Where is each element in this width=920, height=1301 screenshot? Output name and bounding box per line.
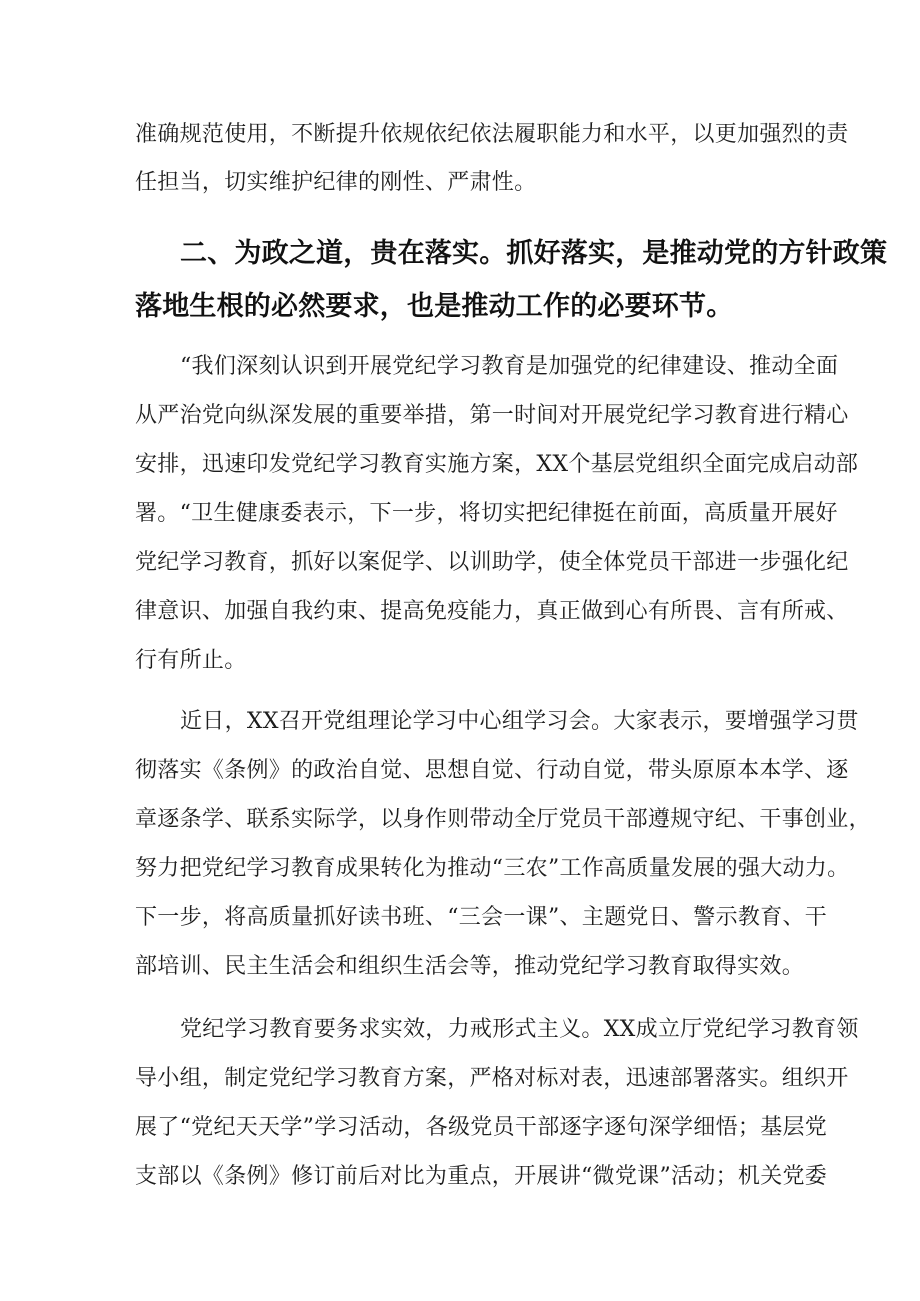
paragraph-line: 任担当，切实维护纪律的刚性、严肃性。: [135, 170, 537, 195]
paragraph-line: 支部以《条例》修订前后对比为重点，开展讲“微党课”活动；机关党委: [135, 1164, 828, 1189]
paragraph-line: “我们深刻认识到开展党纪学习教育是加强党的纪律建设、推动全面: [180, 354, 839, 379]
section-heading: 二、为政之道，贵在落实。抓好落实，是推动党的方针政策: [180, 238, 888, 269]
paragraph-line: 部培训、民主生活会和组织生活会等，推动党纪学习教育取得实效。: [135, 954, 805, 979]
paragraph-line: 努力把党纪学习教育成果转化为推动“三农”工作高质量发展的强大动力。: [135, 856, 850, 881]
paragraph-line: 近日，XX召开党组理论学习中心组学习会。大家表示，要增强学习贯: [180, 709, 859, 734]
paragraph-line: 展了“党纪天天学”学习活动，各级党员干部逐字逐句深学细悟；基层党: [135, 1115, 828, 1140]
paragraph-line: 下一步，将高质量抓好读书班、“三会一课”、主题党日、警示教育、干: [135, 905, 828, 930]
paragraph-line: 彻落实《条例》的政治自觉、思想自觉、行动自觉，带头原原本本学、逐: [135, 758, 849, 783]
section-heading: 落地生根的必然要求，也是推动工作的必要环节。: [135, 291, 734, 322]
paragraph-line: 党纪学习教育要务求实效，力戒形式主义。XX成立厅党纪学习教育领: [180, 1017, 859, 1042]
paragraph-line: 行有所止。: [135, 648, 247, 673]
paragraph-line: 党纪学习教育，抓好以案促学、以训助学，使全体党员干部进一步强化纪: [135, 550, 849, 575]
paragraph-line: 署。“卫生健康委表示，下一步，将切实把纪律挺在前面，高质量开展好: [135, 501, 838, 526]
paragraph-line: 律意识、加强自我约束、提高免疫能力，真正做到心有所畏、言有所戒、: [135, 599, 849, 624]
paragraph-line: 章逐条学、联系实际学，以身作则带动全厅党员干部遵规守纪、干事创业，: [135, 807, 871, 832]
paragraph-line: 准确规范使用，不断提升依规依纪依法履职能力和水平，以更加强烈的责: [135, 122, 849, 147]
paragraph-line: 从严治党向纵深发展的重要举措，第一时间对开展党纪学习教育进行精心: [135, 403, 849, 428]
paragraph-line: 安排，迅速印发党纪学习教育实施方案，XX个基层党组织全面完成启动部: [135, 452, 859, 477]
paragraph-line: 导小组，制定党纪学习教育方案，严格对标对表，迅速部署落实。组织开: [135, 1066, 849, 1091]
